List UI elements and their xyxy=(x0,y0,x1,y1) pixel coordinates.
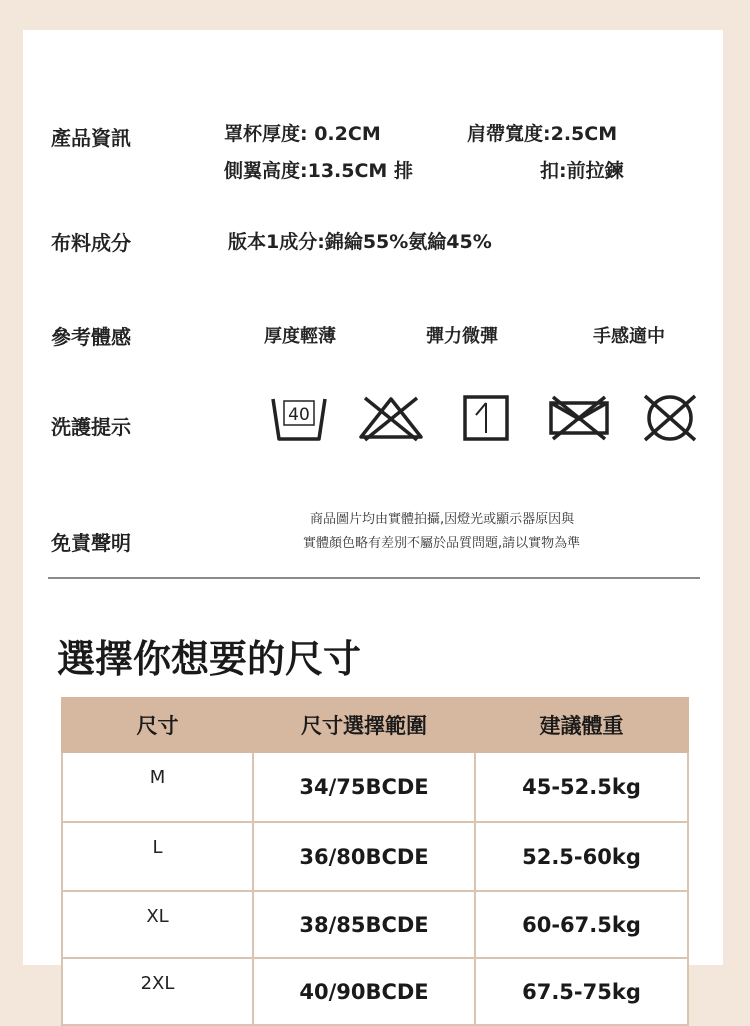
size-table-header xyxy=(62,698,688,752)
no-bleach-icon xyxy=(357,393,425,443)
feel-touch: 手感適中 xyxy=(593,326,665,347)
feel-label: 參考體感 xyxy=(51,325,131,349)
fabric-label: 布料成分 xyxy=(51,231,131,255)
wash-temp-text: 40 xyxy=(288,405,310,425)
wing-height: 側翼高度:13.5CM 排 xyxy=(224,160,413,182)
disclaimer-label: 免責聲明 xyxy=(51,531,131,555)
cell-range: 38/85BCDE xyxy=(253,891,475,958)
cell-size: 2XL xyxy=(62,958,253,1025)
cell-weight: 45-52.5kg xyxy=(475,752,688,822)
cell-weight: 60-67.5kg xyxy=(475,891,688,958)
size-section-title: 選擇你想要的尺寸 xyxy=(57,637,362,681)
cup-thickness: 罩杯厚度: 0.2CM xyxy=(224,123,381,145)
header-size: 尺寸 xyxy=(62,698,253,752)
feel-thickness: 厚度輕薄 xyxy=(264,326,336,347)
cell-weight: 52.5-60kg xyxy=(475,822,688,891)
closure-type: 扣:前拉鍊 xyxy=(540,160,624,182)
header-weight: 建議體重 xyxy=(475,698,688,752)
table-row xyxy=(62,891,688,958)
no-dry-clean-icon xyxy=(640,393,700,443)
fabric-composition: 版本1成分:錦綸55%氨綸45% xyxy=(228,231,492,253)
strap-width: 肩帶寬度:2.5CM xyxy=(467,123,618,145)
section-divider xyxy=(48,577,700,579)
cell-size: L xyxy=(62,822,253,891)
cell-range: 34/75BCDE xyxy=(253,752,475,822)
cell-range: 40/90BCDE xyxy=(253,958,475,1025)
table-row xyxy=(62,752,688,822)
no-tumble-dry-icon xyxy=(545,393,613,443)
wash-40-icon xyxy=(270,393,328,443)
wash-label: 洗護提示 xyxy=(51,415,131,439)
table-row xyxy=(62,958,688,1025)
cell-size: M xyxy=(62,752,253,822)
header-range: 尺寸選擇範圍 xyxy=(253,698,475,752)
cell-size: XL xyxy=(62,891,253,958)
disclaimer-line-2: 實體顏色略有差別不屬於品質問題,請以實物為準 xyxy=(303,536,581,551)
feel-elasticity: 彈力微彈 xyxy=(426,326,498,347)
size-table xyxy=(61,697,689,1026)
cell-weight: 67.5-75kg xyxy=(475,958,688,1025)
disclaimer-line-1: 商品圖片均由實體拍攝,因燈光或顯示器原因與 xyxy=(310,512,575,527)
cell-range: 36/80BCDE xyxy=(253,822,475,891)
product-info-label: 產品資訊 xyxy=(51,126,131,150)
table-row xyxy=(62,822,688,891)
line-dry-icon xyxy=(462,393,510,443)
